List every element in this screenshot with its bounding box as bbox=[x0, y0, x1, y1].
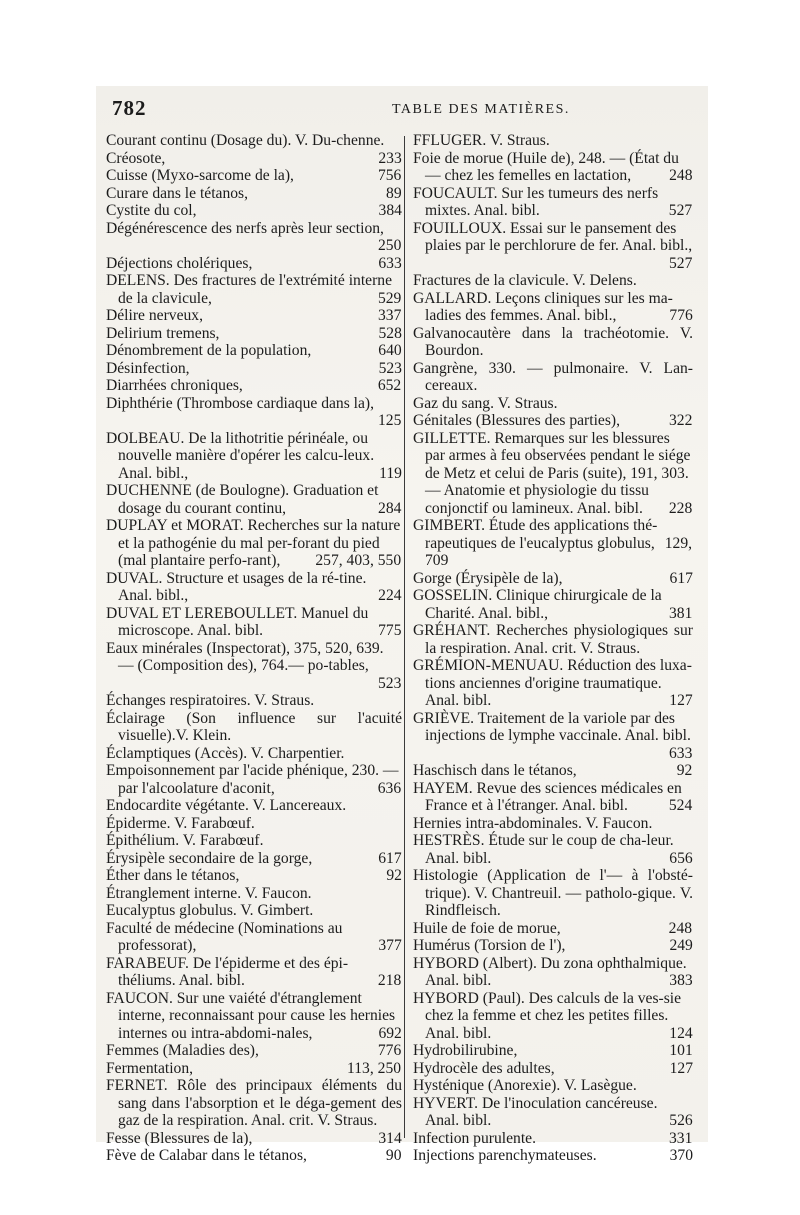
index-entry bbox=[413, 990, 693, 1043]
index-entry-text: FERNET. Rôle des principaux éléments du sang dans l'absorption et le déga-gement des gaz de la respiration. Anal. crit. V. Straus. bbox=[106, 1077, 402, 1129]
index-entry-text: HYBORD (Paul). Des calculs de la ves-sie chez la femme et chez les petites filles. Anal. bibl. bbox=[413, 989, 682, 1042]
index-entry-page: 383 bbox=[669, 972, 693, 989]
index-entry-text: GILLETTE. Remarques sur les blessures par armes à feu observées pendant le siége de Metz et celui de Paris (suite), 191, 303. — Anatomie et physiologie du tissu conjonctif ou lamineux. Anal. bibl. bbox=[413, 429, 691, 517]
index-entry-page: 228 bbox=[668, 499, 693, 517]
index-entry bbox=[413, 132, 693, 150]
index-entry-text: DOLBEAU. De la lithotritie périnéale, ou nouvelle manière d'opérer les calcu-leux. Anal. bibl., bbox=[106, 429, 375, 482]
index-entry-page: 656 bbox=[669, 849, 693, 867]
index-entry bbox=[106, 710, 402, 745]
index-entry-text: Érysipèle secondaire de la gorge, bbox=[106, 849, 313, 867]
index-entry-text: Delirium tremens, bbox=[106, 324, 220, 342]
index-entry-text: Fermentation, bbox=[106, 1059, 194, 1077]
index-entry-text: Humérus (Torsion de l'), bbox=[413, 937, 566, 954]
index-entry-page: 526 bbox=[669, 1112, 693, 1129]
index-entry bbox=[413, 1077, 693, 1095]
index-entry-page: 119 bbox=[379, 464, 402, 482]
index-entry bbox=[413, 360, 693, 395]
index-entry-text: DUVAL. Structure et usages de la ré-tine. Anal. bibl., bbox=[106, 569, 367, 604]
index-entry-page: 125 bbox=[378, 412, 402, 429]
index-entry bbox=[413, 657, 693, 710]
index-entry-page: 129, 709 bbox=[425, 534, 693, 569]
index-entry-text: Éclairage (Son influence sur l'acuité visuelle).V. Klein. bbox=[106, 709, 402, 744]
index-entry bbox=[413, 220, 693, 273]
index-entry-text: Eaux minérales (Inspectorat), 375, 520, 639. — (Composition des), 764.— po-tables, bbox=[106, 639, 384, 674]
index-entry-text: DUVAL ET LEREBOULLET. Manuel du microscope. Anal. bibl. bbox=[106, 604, 369, 639]
index-column-right bbox=[413, 132, 693, 1165]
index-entry-text: Hydrocèle des adultes, bbox=[413, 1059, 555, 1077]
index-entry-page: 776 bbox=[377, 1042, 402, 1059]
index-entry-text: Courant continu (Dosage du). V. Du-chenne. bbox=[106, 132, 385, 149]
index-entry bbox=[106, 325, 402, 343]
index-entry bbox=[413, 587, 693, 622]
running-title: TABLE DES MATIÈRES. bbox=[392, 102, 570, 117]
index-entry-text: Délire nerveux, bbox=[106, 307, 203, 324]
index-entry-text: Dénombrement de la population, bbox=[106, 342, 312, 359]
index-entry bbox=[413, 867, 693, 920]
index-entry-text: GRÉHANT. Recherches physiologiques sur la respiration. Anal. crit. V. Straus. bbox=[413, 622, 693, 657]
index-column-left bbox=[106, 132, 402, 1165]
index-entry bbox=[106, 150, 402, 168]
index-entry-page: 248 bbox=[668, 919, 693, 937]
index-entry-page: 224 bbox=[378, 587, 402, 604]
index-entry-text: Hysténique (Anorexie). V. Lasègue. bbox=[413, 1077, 637, 1094]
index-entry-text: Histologie (Application de l'— à l'obsté-trique). V. Chantreuil. — patholo-gique. V. Rindfleisch. bbox=[413, 867, 693, 919]
index-entry bbox=[106, 990, 402, 1043]
index-entry bbox=[106, 517, 402, 570]
index-entry-text: Eucalyptus globulus. V. Gimbert. bbox=[106, 902, 314, 919]
index-entry bbox=[413, 1042, 693, 1060]
index-entry-page: 776 bbox=[669, 307, 693, 324]
index-entry bbox=[106, 867, 402, 885]
index-entry-text: Épiderme. V. Farabœuf. bbox=[106, 814, 255, 832]
index-entry bbox=[106, 255, 402, 273]
index-entry-text: Endocardite végétante. V. Lancereaux. bbox=[106, 797, 347, 814]
index-entry bbox=[106, 430, 402, 483]
index-entry-page: 248 bbox=[669, 167, 693, 184]
index-entry bbox=[106, 1060, 402, 1078]
index-entry-text: FARABEUF. De l'épiderme et des épi-théliums. Anal. bibl. bbox=[106, 954, 349, 989]
index-entry bbox=[413, 430, 693, 518]
index-entry-text: Déjections cholériques, bbox=[106, 254, 253, 272]
index-entry-text: Créosote, bbox=[106, 149, 166, 167]
index-entry-text: HYVERT. De l'inoculation cancéreuse. Anal. bibl. bbox=[413, 1094, 658, 1129]
index-entry-page: 127 bbox=[669, 692, 693, 709]
index-entry-page: 337 bbox=[377, 307, 402, 324]
index-entry-text: GOSSELIN. Clinique chirurgicale de la Charité. Anal. bibl., bbox=[413, 587, 662, 622]
index-entry-text: Injections parenchymateuses. bbox=[413, 1147, 597, 1164]
index-entry-page: 250 bbox=[378, 237, 402, 254]
index-entry bbox=[106, 1042, 402, 1060]
index-entry-text: HYBORD (Albert). Du zona ophthalmique. Anal. bibl. bbox=[413, 954, 687, 989]
index-entry-text: Diarrhées chroniques, bbox=[106, 377, 243, 394]
index-entry-text: Fractures de la clavicule. V. Delens. bbox=[413, 272, 637, 289]
index-entry-page: 381 bbox=[669, 604, 693, 622]
index-entry-text: Éther dans le tétanos, bbox=[106, 867, 240, 884]
index-entry-page: 124 bbox=[669, 1024, 693, 1042]
index-entry-text: Gangrène, 330. — pulmonaire. V. Lan-cereaux. bbox=[413, 359, 693, 394]
index-entry bbox=[106, 272, 402, 307]
index-entry bbox=[413, 412, 693, 430]
index-entry bbox=[106, 745, 402, 763]
index-entry bbox=[413, 937, 693, 955]
index-entry-text: HESTRÈS. Étude sur le coup de cha-leur. Anal. bibl. bbox=[413, 832, 674, 867]
index-entry-page: 528 bbox=[378, 324, 402, 342]
index-entry-text: Désinfection, bbox=[106, 359, 190, 377]
index-entry-text: Infection purulente. bbox=[413, 1129, 536, 1147]
index-entry bbox=[106, 220, 402, 255]
index-entry bbox=[106, 832, 402, 850]
index-entry bbox=[106, 640, 402, 693]
index-entry bbox=[413, 1095, 693, 1130]
index-entry-text: Échanges respiratoires. V. Straus. bbox=[106, 692, 315, 709]
index-entry-text: FAUCON. Sur une vaiété d'étranglement interne, reconnaissant pour cause les hernies internes ou intra-abdomi-nales, bbox=[106, 989, 396, 1042]
index-entry bbox=[106, 395, 402, 430]
index-entry-text: FOUCAULT. Sur les tumeurs des nerfs mixtes. Anal. bibl. bbox=[413, 184, 659, 219]
index-entry-text: GIMBERT. Étude des applications thé-rapeutiques de l'eucalyptus globulus, bbox=[413, 517, 658, 552]
index-entry bbox=[106, 167, 402, 185]
index-entry-text: Épithélium. V. Farabœuf. bbox=[106, 832, 264, 849]
page-header bbox=[100, 92, 700, 126]
index-entry bbox=[106, 342, 402, 360]
index-entry bbox=[413, 955, 693, 990]
index-entry-page: 370 bbox=[669, 1147, 693, 1164]
index-entry bbox=[106, 902, 402, 920]
index-entry-text: Femmes (Maladies des), bbox=[106, 1042, 259, 1059]
index-entry bbox=[106, 360, 402, 378]
index-entry bbox=[106, 1077, 402, 1130]
index-entry bbox=[106, 885, 402, 903]
index-entry-page: 617 bbox=[669, 569, 693, 587]
index-entry-page: 523 bbox=[378, 359, 402, 377]
page-number: 782 bbox=[112, 96, 147, 120]
index-entry bbox=[413, 290, 693, 325]
index-entry bbox=[413, 1147, 693, 1165]
index-entry-page: 127 bbox=[669, 1059, 693, 1077]
index-entry-page: 524 bbox=[668, 797, 693, 814]
index-entry bbox=[413, 710, 693, 763]
index-entry-text: Gaz du sang. V. Straus. bbox=[413, 394, 558, 412]
index-entry bbox=[106, 955, 402, 990]
index-entry bbox=[106, 202, 402, 220]
index-entry bbox=[106, 605, 402, 640]
index-entry-text: Fesse (Blessures de la), bbox=[106, 1129, 253, 1147]
index-entry-page: 218 bbox=[377, 972, 402, 989]
index-entry bbox=[413, 185, 693, 220]
column-divider bbox=[404, 136, 405, 1138]
index-entry bbox=[106, 850, 402, 868]
index-entry-page: 527 bbox=[669, 254, 693, 272]
index-entry bbox=[106, 815, 402, 833]
index-entry-page: 113, 250 bbox=[347, 1059, 402, 1077]
index-entry-text: Génitales (Blessures des parties), bbox=[413, 412, 620, 429]
index-entry-text: Faculté de médecine (Nominations au professorat), bbox=[106, 919, 343, 954]
index-entry bbox=[106, 377, 402, 395]
index-entry bbox=[106, 797, 402, 815]
index-entry-text: Empoisonnement par l'acide phénique, 230. — par l'alcoolature d'aconit, bbox=[106, 762, 399, 797]
index-entry-page: 652 bbox=[377, 377, 402, 394]
index-entry bbox=[413, 150, 693, 185]
index-entry-text: FFLUGER. V. Straus. bbox=[413, 132, 550, 149]
index-entry-page: 233 bbox=[378, 149, 402, 167]
index-entry bbox=[413, 517, 693, 570]
index-entry bbox=[106, 1147, 402, 1165]
index-entry bbox=[413, 832, 693, 867]
index-entry-page: 529 bbox=[377, 289, 402, 307]
index-entry bbox=[106, 1130, 402, 1148]
index-entry bbox=[413, 570, 693, 588]
index-entry-text: DUCHENNE (de Boulogne). Graduation et dosage du courant continu, bbox=[106, 482, 379, 517]
index-entry-page: 775 bbox=[378, 622, 402, 639]
index-entry-page: 322 bbox=[669, 412, 693, 429]
index-entry bbox=[413, 272, 693, 290]
index-entry-page: 692 bbox=[378, 1024, 402, 1042]
index-entry bbox=[413, 762, 693, 780]
index-entry-text: GRIÈVE. Traitement de la variole par des injections de lymphe vaccinale. Anal. bibl. bbox=[413, 709, 691, 744]
index-entry bbox=[413, 920, 693, 938]
index-entry-page: 92 bbox=[676, 762, 693, 779]
index-entry bbox=[106, 307, 402, 325]
index-entry bbox=[413, 1130, 693, 1148]
index-entry-page: 331 bbox=[668, 1129, 693, 1147]
index-entry-text: Hernies intra-abdominales. V. Faucon. bbox=[413, 814, 653, 832]
index-entry-text: Haschisch dans le tétanos, bbox=[413, 762, 577, 779]
index-entry-page: 377 bbox=[378, 937, 402, 954]
index-entry-page: 633 bbox=[378, 254, 402, 272]
index-entry-text: GRÉMION-MENUAU. Réduction des luxa-tions anciennes d'origine traumatique. Anal. bibl. bbox=[413, 657, 692, 709]
index-entry-text: Diphthérie (Thrombose cardiaque dans la), bbox=[106, 394, 375, 412]
index-entry bbox=[413, 325, 693, 360]
index-entry-page: 101 bbox=[669, 1042, 693, 1059]
index-entry-text: Fève de Calabar dans le tétanos, bbox=[106, 1147, 307, 1164]
index-entry-text: Huile de foie de morue, bbox=[413, 919, 561, 937]
index-entry-page: 89 bbox=[386, 184, 402, 202]
index-entry bbox=[106, 920, 402, 955]
index-entry-text: Étranglement interne. V. Faucon. bbox=[106, 884, 312, 902]
index-entry bbox=[413, 622, 693, 657]
index-entry-page: 756 bbox=[377, 167, 402, 184]
index-entry bbox=[106, 762, 402, 797]
index-entry bbox=[413, 395, 693, 413]
index-entry-page: 523 bbox=[378, 674, 402, 692]
index-entry-page: 257, 403, 550 bbox=[315, 552, 402, 569]
index-entry-text: Cuisse (Myxo-sarcome de la), bbox=[106, 167, 294, 184]
index-entry-page: 314 bbox=[378, 1129, 402, 1147]
index-entry bbox=[106, 132, 402, 150]
index-entry-text: Galvanocautère dans la trachéotomie. V. Bourdon. bbox=[413, 324, 693, 359]
index-entry-text: Éclamptiques (Accès). V. Charpentier. bbox=[106, 744, 345, 762]
index-entry bbox=[413, 780, 693, 815]
index-entry-page: 633 bbox=[669, 744, 693, 762]
index-entry bbox=[413, 1060, 693, 1078]
index-entry-page: 636 bbox=[377, 779, 402, 797]
index-entry-page: 640 bbox=[378, 342, 402, 359]
index-entry-text: Dégénérescence des nerfs après leur section, bbox=[106, 219, 384, 237]
index-entry-text: Foie de morue (Huile de), 248. — (État du — chez les femelles en lactation, bbox=[413, 149, 679, 184]
index-entry-text: DUPLAY et MORAT. Recherches sur la nature et la pathogénie du mal per-forant du pied (mal plantaire perfo-rant), bbox=[106, 517, 401, 569]
index-entry-text: Curare dans le tétanos, bbox=[106, 184, 249, 202]
index-entry-page: 284 bbox=[378, 499, 402, 517]
index-entry bbox=[106, 482, 402, 517]
index-entry-page: 249 bbox=[669, 937, 693, 954]
index-entry-text: Cystite du col, bbox=[106, 202, 197, 219]
index-entry-text: GALLARD. Leçons cliniques sur les ma-ladies des femmes. Anal. bibl., bbox=[413, 289, 673, 324]
index-entry-page: 90 bbox=[385, 1147, 402, 1164]
index-entry bbox=[106, 692, 402, 710]
index-entry bbox=[106, 570, 402, 605]
index-entry bbox=[106, 185, 402, 203]
index-entry-page: 617 bbox=[378, 849, 402, 867]
index-entry-page: 92 bbox=[386, 867, 402, 884]
index-entry-text: HAYEM. Revue des sciences médicales en France et à l'étranger. Anal. bibl. bbox=[413, 779, 682, 814]
index-entry-text: DELENS. Des fractures de l'extrémité interne de la clavicule, bbox=[106, 272, 392, 307]
index-entry-page: 384 bbox=[378, 202, 402, 219]
index-entry-text: FOUILLOUX. Essai sur le pansement des plaies par le perchlorure de fer. Anal. bibl., bbox=[413, 219, 693, 254]
index-entry bbox=[413, 815, 693, 833]
index-entry-page: 527 bbox=[668, 202, 693, 219]
index-entry-text: Gorge (Érysipèle de la), bbox=[413, 569, 563, 587]
index-entry-text: Hydrobilirubine, bbox=[413, 1042, 518, 1059]
